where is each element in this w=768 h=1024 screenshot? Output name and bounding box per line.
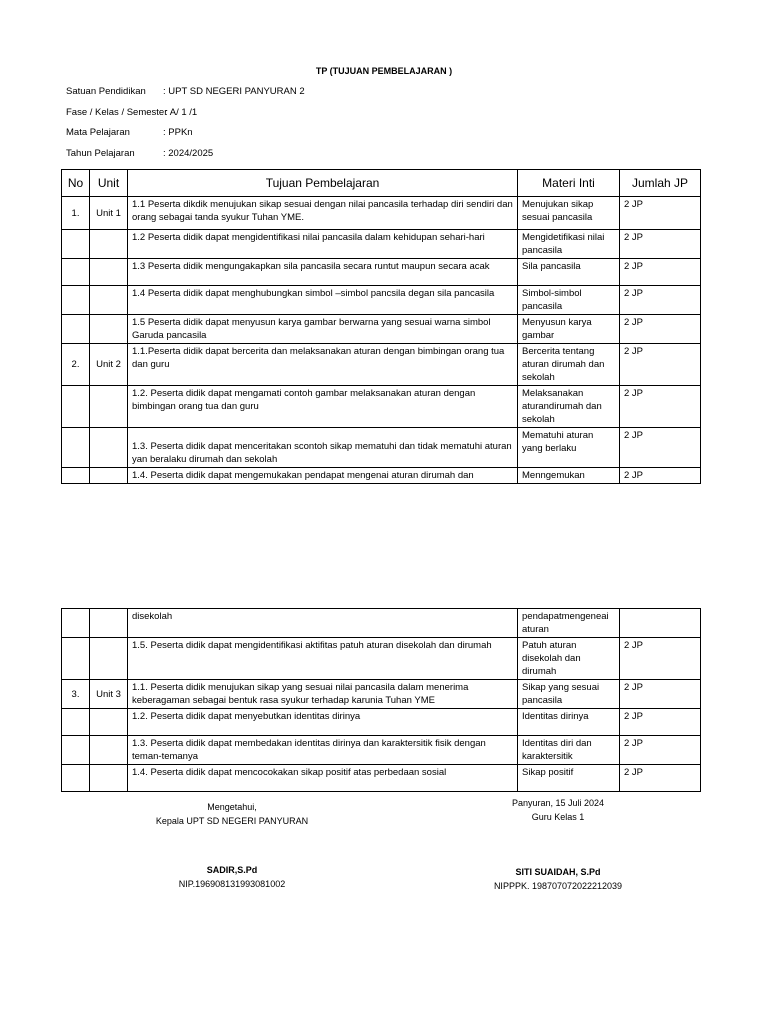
signature-left-name: SADIR,S.Pd: [206, 865, 258, 875]
cell-unit: [90, 286, 128, 315]
cell-jp: 2 JP: [620, 765, 701, 792]
cell-unit: Unit 3: [90, 680, 128, 709]
cell-materi: Menujukan sikap sesuai pancasila: [518, 197, 620, 230]
cell-tujuan: 1.3. Peserta didik dapat menceritakan scontoh sikap mematuhi dan tidak mematuhi aturan yan beralaku dirumah dan sekolah: [128, 428, 518, 468]
cell-no: [62, 386, 90, 428]
cell-materi: Identitas diri dan karaktersitik: [518, 736, 620, 765]
cell-materi: Simbol-simbol pancasila: [518, 286, 620, 315]
cell-jp: 2 JP: [620, 286, 701, 315]
cell-unit: [90, 609, 128, 638]
cell-materi: Melaksanakan aturandirumah dan sekolah: [518, 386, 620, 428]
cell-jp: 2 JP: [620, 344, 701, 386]
cell-tujuan: disekolah: [128, 609, 518, 638]
header-tujuan: Tujuan Pembelajaran: [128, 170, 518, 197]
signature-right-heading: [458, 796, 658, 824]
cell-unit: [90, 259, 128, 286]
cell-tujuan: 1.5 Peserta didik dapat menyusun karya gambar berwarna yang sesuai warna simbol Garuda pancasila: [128, 315, 518, 344]
cell-materi: Menyusun karya gambar: [518, 315, 620, 344]
signature-right-line1: Panyuran, 15 Juli 2024: [511, 798, 605, 808]
meta-row-mapel: [66, 127, 193, 138]
cell-no: [62, 468, 90, 484]
cell-no: 2.: [62, 344, 90, 386]
meta-row-tahun: [66, 148, 214, 159]
cell-no: [62, 765, 90, 792]
cell-tujuan: 1.3 Peserta didik mengungakapkan sila pancasila secara runtut maupun secara acak: [128, 259, 518, 286]
table-row: [62, 197, 701, 230]
cell-jp: [620, 609, 701, 638]
signature-right-id: NIPPPK. 198707072022212039: [493, 881, 623, 891]
cell-tujuan: 1.5. Peserta didik dapat mengidentifikasi aktifitas patuh aturan disekolah dan dirumah: [128, 638, 518, 680]
table-row: [62, 315, 701, 344]
cell-no: [62, 709, 90, 736]
table-header-row: [62, 170, 701, 197]
cell-jp: 2 JP: [620, 468, 701, 484]
cell-materi: Mengidetifikasi nilai pancasila: [518, 230, 620, 259]
cell-jp: 2 JP: [620, 230, 701, 259]
header-no: No: [62, 170, 90, 197]
cell-tujuan: 1.4. Peserta didik dapat mengemukakan pendapat mengenai aturan dirumah dan: [128, 468, 518, 484]
cell-unit: [90, 638, 128, 680]
cell-tujuan: 1.3. Peserta didik dapat membedakan identitas dirinya dan karaktersitik fisik dengan teman-temanya: [128, 736, 518, 765]
cell-no: [62, 638, 90, 680]
table-row: [62, 765, 701, 792]
tp-table-page1: [61, 169, 701, 484]
cell-jp: 2 JP: [620, 428, 701, 468]
cell-no: [62, 315, 90, 344]
header-unit: Unit: [90, 170, 128, 197]
cell-tujuan: 1.1 Peserta dikdik menujukan sikap sesuai dengan nilai pancasila terhadap diri sendiri dan orang sebagai tanda syukur Tuhan YME.: [128, 197, 518, 230]
cell-jp: 2 JP: [620, 386, 701, 428]
signature-left-id: NIP.196908131993081002: [178, 879, 286, 889]
cell-materi: pendapatmengeneai aturan: [518, 609, 620, 638]
cell-materi: Identitas dirinya: [518, 709, 620, 736]
cell-no: [62, 230, 90, 259]
cell-unit: [90, 709, 128, 736]
signature-left-line2: Kepala UPT SD NEGERI PANYURAN: [155, 816, 309, 826]
table-row: [62, 230, 701, 259]
cell-materi: Sikap yang sesuai pancasila: [518, 680, 620, 709]
table-row: [62, 286, 701, 315]
signature-right-name: SITI SUAIDAH, S.Pd: [515, 867, 601, 877]
table-row: [62, 259, 701, 286]
table-row: [62, 709, 701, 736]
cell-jp: 2 JP: [620, 259, 701, 286]
cell-tujuan: 1.1.Peserta didik dapat bercerita dan melaksanakan aturan dengan bimbingan orang tua dan guru: [128, 344, 518, 386]
table-row: [62, 680, 701, 709]
cell-tujuan: 1.1. Peserta didik menujukan sikap yang sesuai nilai pancasila dalam menerima keberagaman sebagai bentuk rasa syukur terhadap karunia Tuhan YME: [128, 680, 518, 709]
cell-unit: [90, 386, 128, 428]
cell-unit: [90, 765, 128, 792]
header-jp: Jumlah JP: [620, 170, 701, 197]
cell-unit: [90, 736, 128, 765]
cell-materi: Mematuhi aturan yang berlaku: [518, 428, 620, 468]
cell-tujuan: 1.4 Peserta didik dapat menghubungkan simbol –simbol pancsila degan sila pancasila: [128, 286, 518, 315]
document-title: TP (TUJUAN PEMBELAJARAN ): [315, 66, 453, 76]
signature-right-line2: Guru Kelas 1: [531, 812, 585, 822]
signature-left-block: [132, 863, 332, 891]
header-materi: Materi Inti: [518, 170, 620, 197]
cell-tujuan: 1.4. Peserta didik dapat mencocokakan sikap positif atas perbedaan sosial: [128, 765, 518, 792]
cell-materi: Patuh aturan disekolah dan dirumah: [518, 638, 620, 680]
table-row: [62, 344, 701, 386]
cell-tujuan: 1.2. Peserta didik dapat mengamati contoh gambar melaksanakan aturan dengan bimbingan orang tua dan guru: [128, 386, 518, 428]
meta-row-fase: [66, 107, 198, 118]
meta-label: Mata Pelajaran: [66, 127, 130, 138]
table-row: [62, 386, 701, 428]
table-row: [62, 609, 701, 638]
table-row: [62, 468, 701, 484]
tp-table-page2: [61, 608, 701, 792]
cell-no: [62, 736, 90, 765]
cell-tujuan: 1.2 Peserta didik dapat mengidentifikasi nilai pancasila dalam kehidupan sehari-hari: [128, 230, 518, 259]
cell-tujuan: 1.2. Peserta didik dapat menyebutkan identitas dirinya: [128, 709, 518, 736]
meta-value: : PPKn: [163, 127, 193, 138]
cell-jp: 2 JP: [620, 638, 701, 680]
cell-jp: 2 JP: [620, 709, 701, 736]
cell-unit: Unit 1: [90, 197, 128, 230]
meta-label: Tahun Pelajaran: [66, 148, 135, 159]
cell-materi: Bercerita tentang aturan dirumah dan sekolah: [518, 344, 620, 386]
cell-jp: 2 JP: [620, 315, 701, 344]
cell-no: [62, 286, 90, 315]
cell-unit: [90, 230, 128, 259]
cell-unit: Unit 2: [90, 344, 128, 386]
meta-label: Satuan Pendidikan: [66, 86, 146, 97]
table-row: [62, 638, 701, 680]
cell-no: [62, 259, 90, 286]
cell-materi: Menngemukan: [518, 468, 620, 484]
meta-row-satuan: [66, 86, 305, 97]
cell-jp: 2 JP: [620, 197, 701, 230]
meta-value: : UPT SD NEGERI PANYURAN 2: [163, 86, 305, 97]
cell-no: [62, 428, 90, 468]
cell-unit: [90, 468, 128, 484]
cell-jp: 2 JP: [620, 736, 701, 765]
cell-no: 3.: [62, 680, 90, 709]
signature-left-heading: [132, 800, 332, 828]
cell-no: [62, 609, 90, 638]
signature-right-block: [458, 865, 658, 893]
cell-no: 1.: [62, 197, 90, 230]
signature-left-line1: Mengetahui,: [207, 802, 257, 812]
meta-value: : A/ 1 /1: [165, 107, 198, 118]
table-row: [62, 428, 701, 468]
cell-jp: 2 JP: [620, 680, 701, 709]
meta-label: Fase / Kelas / Semester: [66, 107, 168, 118]
meta-value: : 2024/2025: [163, 148, 214, 159]
cell-materi: Sila pancasila: [518, 259, 620, 286]
cell-unit: [90, 428, 128, 468]
cell-unit: [90, 315, 128, 344]
cell-materi: Sikap positif: [518, 765, 620, 792]
table-row: [62, 736, 701, 765]
